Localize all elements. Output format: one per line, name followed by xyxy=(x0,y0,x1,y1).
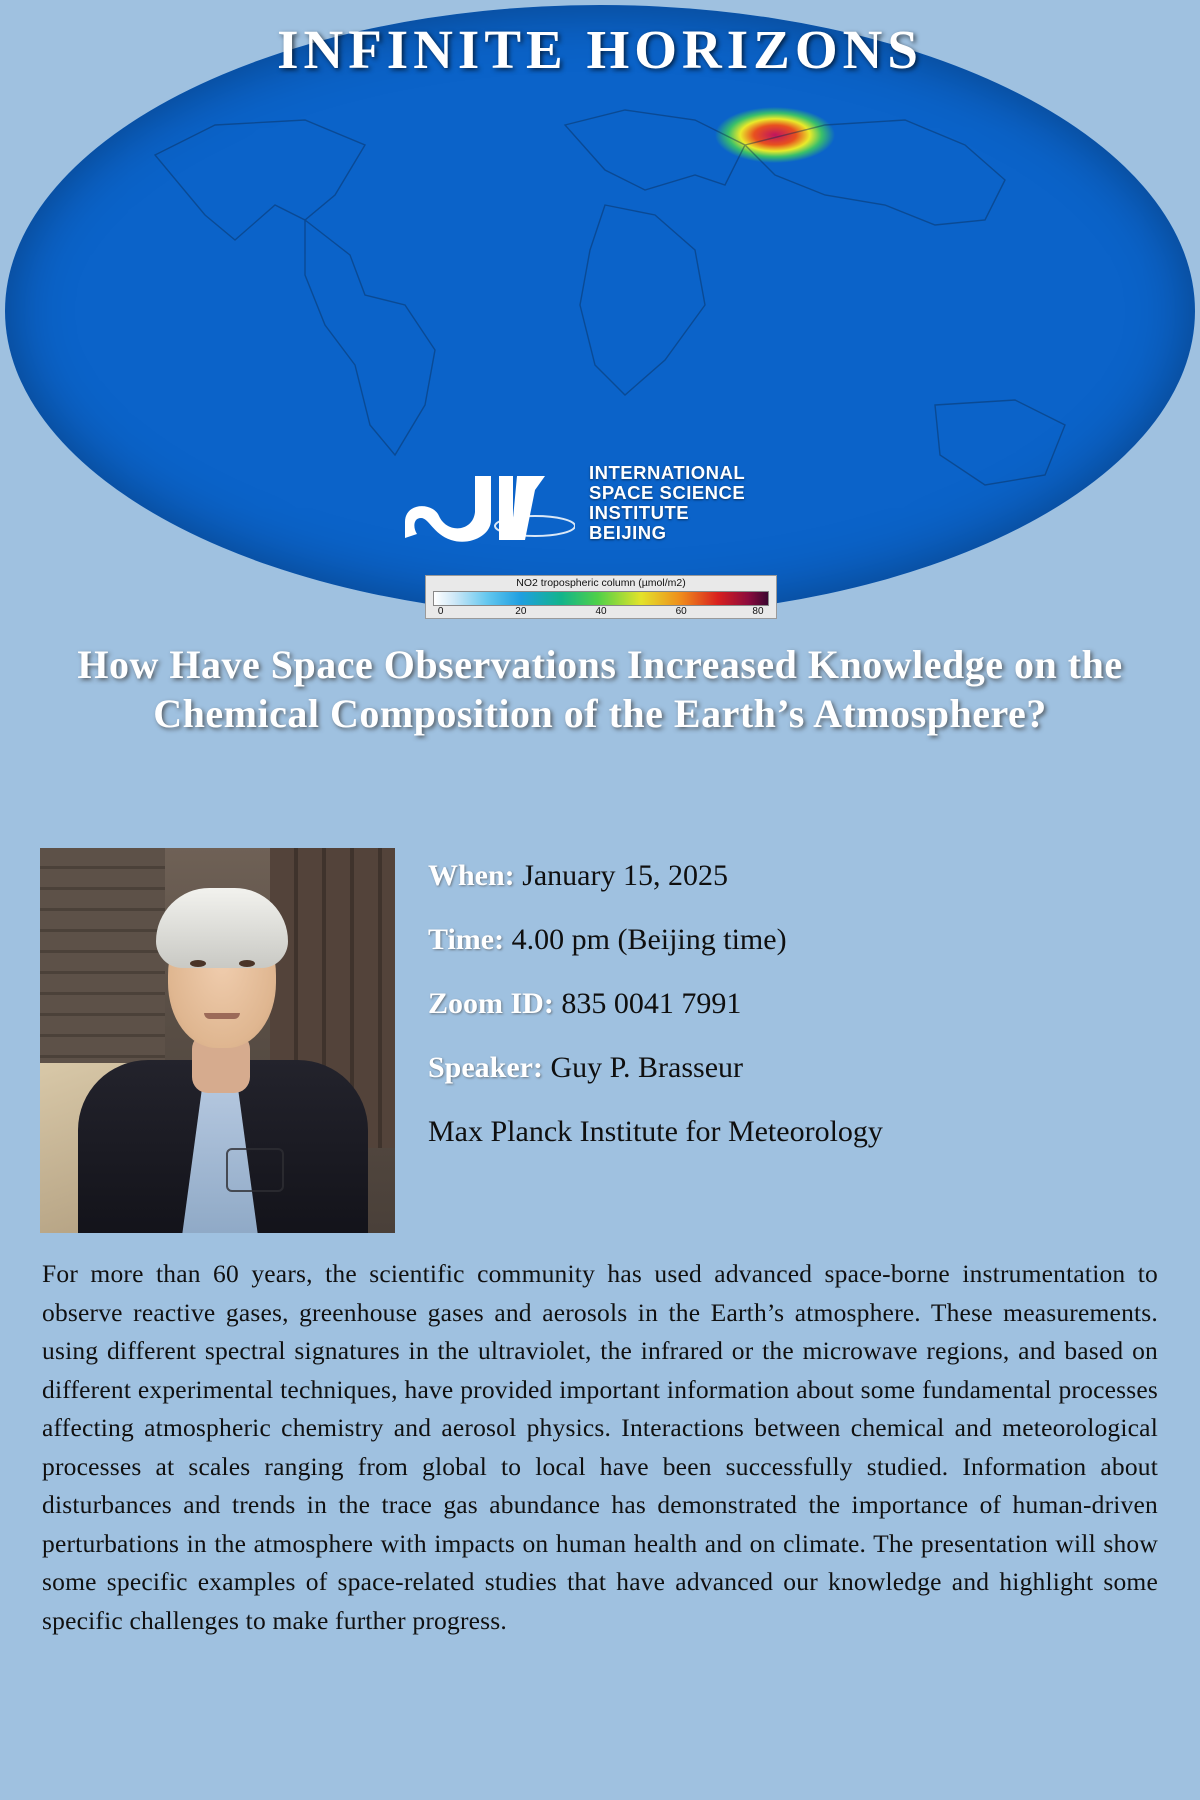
issi-logo-text xyxy=(589,463,745,543)
zoom-id-value: 835 0041 7991 xyxy=(561,987,742,1020)
photo-mouth xyxy=(204,1013,240,1019)
when-label: When: xyxy=(428,859,515,892)
abstract-text: For more than 60 years, the scientific community has used advanced space-borne instrumentation to observe reactive gases, greenhouse gases and aerosols in the Earth’s atmosphere. These measurements. using different spectral signatures in the ultraviolet, the infrared or the microwave regions, and based on different experimental techniques, have provided important information about some fundamental processes affecting atmospheric chemistry and aerosol physics. Interactions between chemical and meteorological processes at scales ranging from global to local have been successfully studied. Information about disturbances and trends in the trace gas abundance has demonstrated the importance of human-driven perturbations in the atmosphere with impacts on human health and on climate. The presentation will show some specific examples of space-related studies that have advanced our knowledge and highlight some specific challenges to make further progress. xyxy=(42,1259,1158,1635)
when-value: January 15, 2025 xyxy=(522,859,728,892)
speaker-affiliation: Max Planck Institute for Meteorology xyxy=(428,1115,883,1148)
colorbar-tick-0: 0 xyxy=(437,606,444,617)
banner-title: INFINITE HORIZONS xyxy=(277,19,923,80)
time-label: Time: xyxy=(428,923,505,956)
speaker-photo xyxy=(40,848,395,1233)
photo-hair xyxy=(156,888,288,968)
colorbar-ticks xyxy=(434,606,768,619)
time-value: 4.00 pm (Beijing time) xyxy=(511,923,787,956)
colorbar-gradient xyxy=(433,591,769,606)
issi-beijing-logo xyxy=(395,455,795,550)
colorbar-tick-3: 60 xyxy=(675,606,687,617)
logo-line-1: INTERNATIONAL xyxy=(589,461,746,483)
colorbar-title: NO2 tropospheric column (µmol/m2) xyxy=(516,577,686,589)
speaker-label: Speaker: xyxy=(428,1051,543,1084)
detail-speaker xyxy=(428,1050,1148,1086)
logo-line-2: SPACE SCIENCE xyxy=(589,481,746,503)
detail-time xyxy=(428,922,1148,958)
logo-line-4: BEIJING xyxy=(589,521,667,543)
detail-zoom-id xyxy=(428,986,1148,1022)
colorbar-tick-2: 40 xyxy=(595,606,607,617)
colorbar-tick-4: 80 xyxy=(752,606,764,617)
logo-line-3: INSTITUTE xyxy=(589,501,690,523)
event-details xyxy=(428,858,1148,1150)
photo-right-eye xyxy=(239,960,255,967)
speaker-value: Guy P. Brasseur xyxy=(550,1051,743,1084)
photo-left-eye xyxy=(190,960,206,967)
colorbar-tick-1: 20 xyxy=(515,606,527,617)
detail-when xyxy=(428,858,1148,894)
page-title: How Have Space Observations Increased Knowledge on the Chemical Composition of the Earth’s Atmosphere? xyxy=(77,642,1123,736)
no2-colorbar xyxy=(425,575,777,619)
hero-banner xyxy=(0,0,1200,620)
issi-wave-logo-icon xyxy=(395,460,575,546)
zoom-id-label: Zoom ID: xyxy=(428,987,554,1020)
photo-glasses xyxy=(226,1148,284,1192)
